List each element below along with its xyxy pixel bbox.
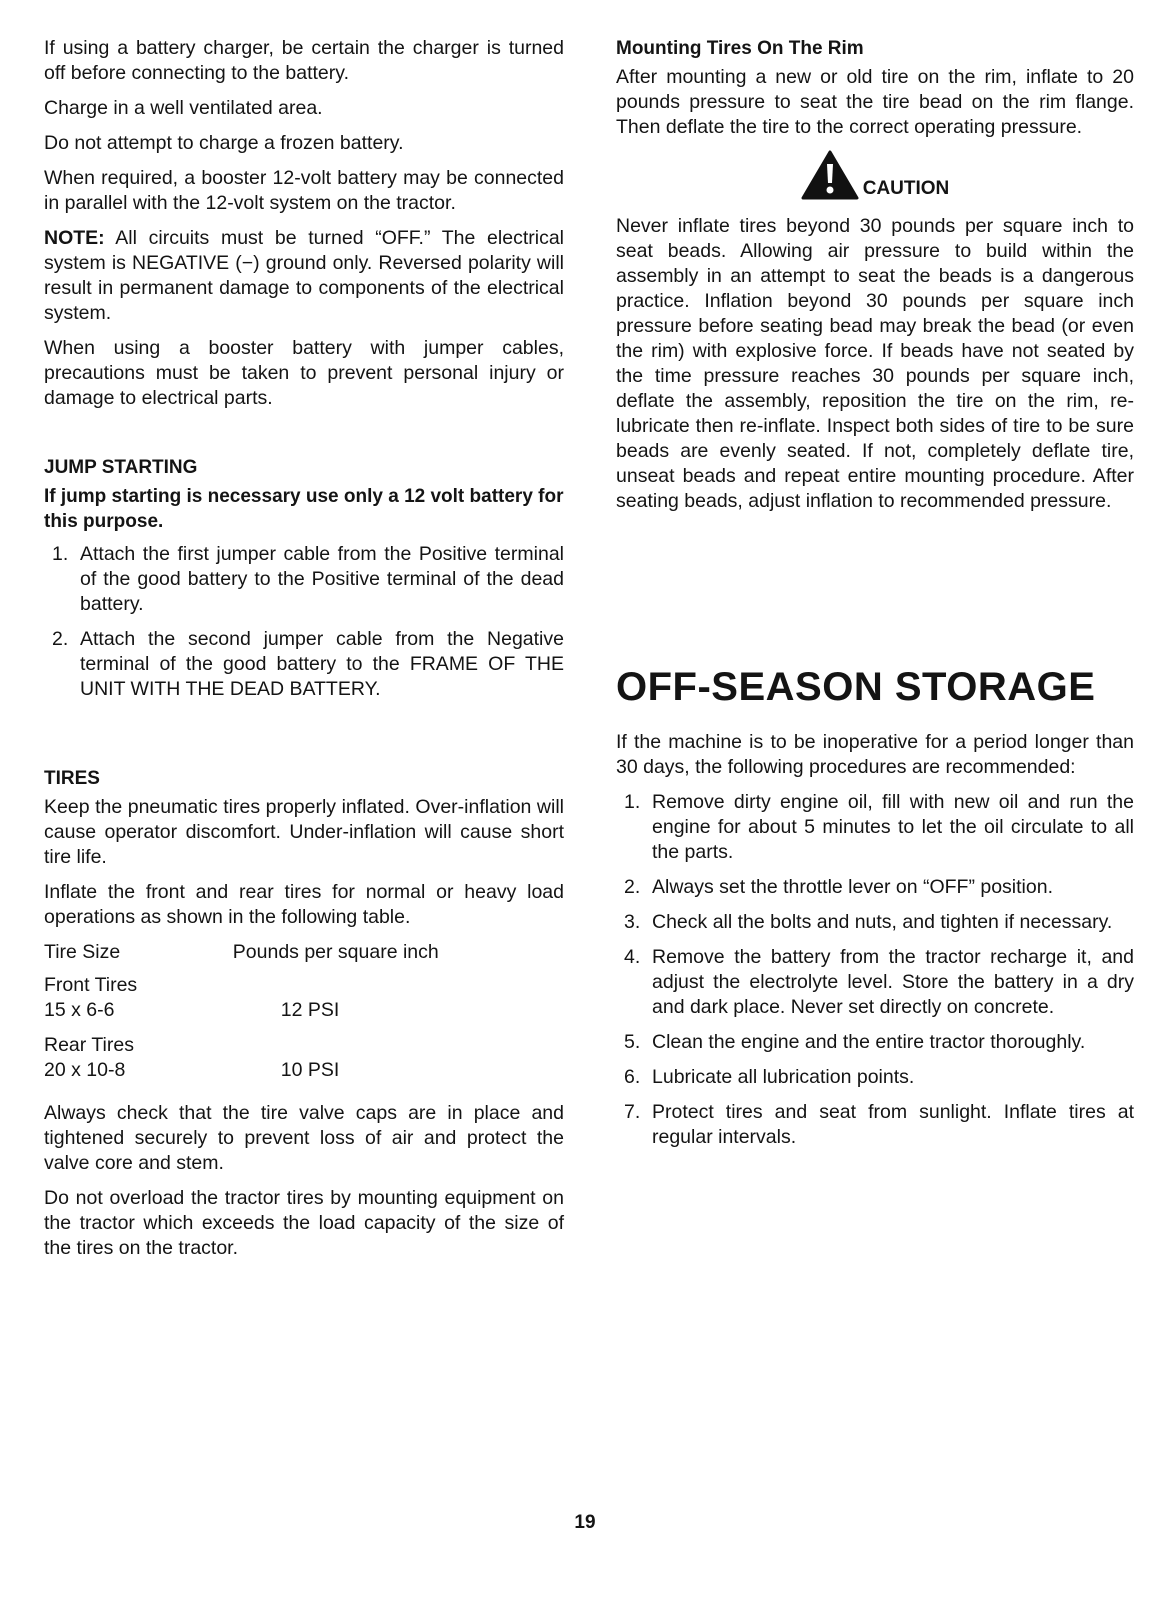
storage-title: OFF-SEASON STORAGE [616, 665, 1096, 709]
step-number: 6. [624, 1066, 641, 1088]
ventilation-paragraph: Charge in a well ventilated area. [44, 97, 323, 119]
jump-starting-intro: If jump starting is necessary use only a 12 volt battery for this purpose. [44, 486, 564, 532]
jump-starting-section [44, 455, 564, 702]
front-tire-size: 15 x 6-6 [44, 999, 115, 1021]
caution-label: CAUTION [862, 178, 950, 199]
right-column [616, 36, 1134, 1160]
step-number: 7. [624, 1101, 641, 1123]
list-item [44, 627, 564, 702]
tire-size-header: Tire Size [44, 941, 121, 963]
warning-triangle-icon [801, 150, 859, 200]
table-row [44, 973, 564, 998]
step-text: Lubricate all lubrication points. [652, 1066, 915, 1088]
tire-pressure-table [44, 940, 564, 1083]
step-number: 1. [624, 791, 641, 813]
storage-steps [616, 790, 1134, 1150]
step-text: Attach the second jumper cable from the Negative terminal of the good battery to the FRAME OF THE UNIT WITH THE DEAD BATTERY. [80, 628, 564, 700]
tires-section [44, 766, 564, 1261]
caution-paragraph: Never inflate tires beyond 30 pounds per square inch to seat beads. Allowing air pressure to build within the assembly in an attempt to seat the beads is a dangerous practice. Inflation beyond 30 pounds per square inch pressure before seating bead may break the bead (or even the rim) with explosive force. If beads have not seated by the time pressure reaches 30 pounds per square inch, deflate the assembly, reposition the tire on the rim, re-lubricate then re-inflate. Inspect both sides of tire to be sure beads are evenly seated. If not, completely deflate tire, unseat beads and repeat entire mounting procedure. After seating beads, adjust inflation to recommended pressure. [616, 215, 1134, 512]
psi-header: Pounds per square inch [232, 941, 439, 963]
tires-paragraph-2: Inflate the front and rear tires for normal or heavy load operations as shown in the following table. [44, 881, 564, 928]
step-number: 2. [624, 876, 641, 898]
mounting-tires-heading: Mounting Tires On The Rim [616, 38, 864, 59]
list-item [616, 945, 1134, 1020]
booster-parallel-paragraph: When required, a booster 12-volt battery may be connected in parallel with the 12-volt system on the tractor. [44, 167, 564, 214]
caution-banner [616, 150, 1134, 200]
table-row [44, 940, 564, 973]
mounting-tires-paragraph: After mounting a new or old tire on the rim, inflate to 20 pounds pressure to seat the tire bead on the rim flange. Then deflate the tire to the correct operating pressure. [616, 66, 1134, 138]
step-number: 4. [624, 946, 641, 968]
page-number: 19 [574, 1512, 596, 1533]
storage-section [616, 664, 1134, 1150]
step-number: 3. [624, 911, 641, 933]
step-number: 1. [52, 543, 69, 565]
list-item [616, 1065, 1134, 1090]
step-text: Attach the first jumper cable from the Positive terminal of the good battery to the Positive terminal of the dead battery. [80, 543, 564, 615]
front-tires-label: Front Tires [44, 974, 138, 996]
jump-starting-heading: JUMP STARTING [44, 457, 198, 478]
list-item [616, 910, 1134, 935]
note-paragraph [44, 226, 564, 326]
step-text: Clean the engine and the entire tractor thoroughly. [652, 1031, 1086, 1053]
tires-heading: TIRES [44, 768, 100, 789]
front-tire-psi: 12 PSI [280, 999, 340, 1021]
step-number: 5. [624, 1031, 641, 1053]
step-text: Remove dirty engine oil, fill with new oil and run the engine for about 5 minutes to let the oil circulate to all the parts. [652, 791, 1134, 863]
table-row [44, 998, 564, 1033]
note-text: All circuits must be turned “OFF.” The electrical system is NEGATIVE (−) ground only. Reversed polarity will result in permanent damage to components of the electrical system. [44, 227, 564, 324]
step-text: Always set the throttle lever on “OFF” position. [652, 876, 1053, 898]
list-item [44, 542, 564, 617]
rear-tire-psi: 10 PSI [280, 1059, 340, 1081]
list-item [616, 1100, 1134, 1150]
table-row [44, 1058, 564, 1083]
valve-caps-paragraph: Always check that the tire valve caps are in place and tightened securely to prevent loss of air and protect the valve core and stem. [44, 1102, 564, 1174]
charger-paragraph: If using a battery charger, be certain the charger is turned off before connecting to the battery. [44, 37, 564, 84]
storage-intro: If the machine is to be inoperative for a period longer than 30 days, the following procedures are recommended: [616, 731, 1134, 778]
left-column [44, 36, 564, 1271]
step-text: Check all the bolts and nuts, and tighten if necessary. [652, 911, 1113, 933]
rear-tires-label: Rear Tires [44, 1034, 134, 1056]
step-text: Protect tires and seat from sunlight. Inflate tires at regular intervals. [652, 1101, 1134, 1148]
jump-starting-steps [44, 542, 564, 702]
overload-paragraph: Do not overload the tractor tires by mounting equipment on the tractor which exceeds the load capacity of the size of the tires on the tractor. [44, 1187, 564, 1259]
step-text: Remove the battery from the tractor recharge it, and adjust the electrolyte level. Store the battery in a dry and dark place. Never set directly on concrete. [652, 946, 1134, 1018]
frozen-battery-paragraph: Do not attempt to charge a frozen battery. [44, 132, 404, 154]
booster-jumper-paragraph: When using a booster battery with jumper cables, precautions must be taken to prevent personal injury or damage to electrical parts. [44, 337, 564, 409]
list-item [616, 875, 1134, 900]
note-label: NOTE: [44, 227, 105, 249]
list-item [616, 1030, 1134, 1055]
rear-tire-size: 20 x 10-8 [44, 1059, 126, 1081]
step-number: 2. [52, 628, 69, 650]
tires-paragraph-1: Keep the pneumatic tires properly inflated. Over-inflation will cause operator discomfort. Under-inflation will cause short tire life. [44, 796, 564, 868]
list-item [616, 790, 1134, 865]
table-row [44, 1033, 564, 1058]
